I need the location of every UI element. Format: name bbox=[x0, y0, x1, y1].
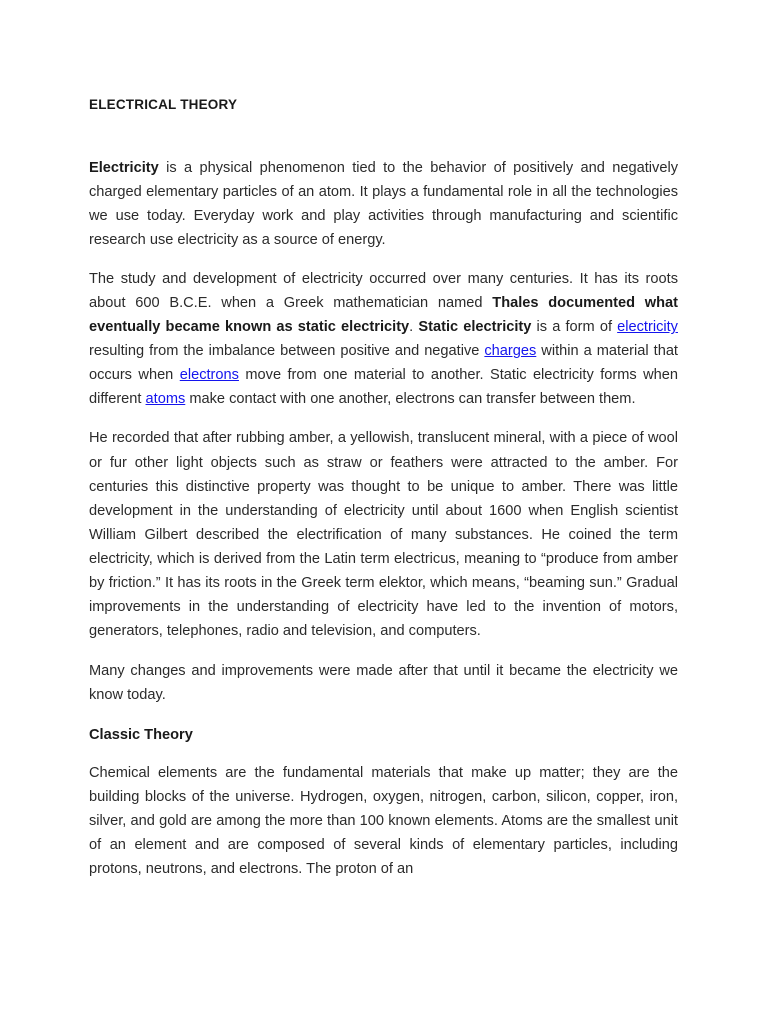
p2-segment-2: . bbox=[409, 319, 419, 336]
link-atoms[interactable]: atoms bbox=[145, 391, 186, 408]
link-charges[interactable]: charges bbox=[484, 343, 537, 360]
p2-segment-7: make contact with one another, electrons can transfer between them. bbox=[185, 391, 636, 408]
paragraph-electricity-definition bbox=[89, 156, 678, 252]
p2-bold-static-electricity: Static electricity bbox=[418, 319, 532, 336]
paragraph-chemical-elements: Chemical elements are the fundamental materials that make up matter; they are the building blocks of the universe. Hydrogen, oxygen, nitrogen, carbon, silicon, copper, iron, silver, and gold are among the more than 100 known elements. Atoms are the smallest unit of an element and are composed of several kinds of elementary particles, including protons, neutrons, and electrons. The proton of an bbox=[89, 764, 678, 877]
paragraph-static-electricity bbox=[89, 267, 678, 412]
page-title: ELECTRICAL THEORY bbox=[89, 97, 238, 112]
paragraph-many-changes: Many changes and improvements were made after that until it became the electricity we know today. bbox=[89, 663, 678, 704]
paragraph-1-body: is a physical phenomenon tied to the behavior of positively and negatively charged elementary particles of an atom. It plays a fundamental role in all the technologies we use today. Everyday work and play activities through manufacturing and scientific research use electricity as a source of energy. bbox=[89, 159, 678, 248]
p2-segment-5: within a material that occurs when bbox=[89, 343, 678, 384]
p2-segment-1: The study and development of electricity occurred over many centuries. It has its roots about 600 B.C.E. when a Greek mathematician named bbox=[89, 270, 678, 312]
link-electricity[interactable]: electricity bbox=[617, 319, 678, 336]
lead-term-electricity: Electricity bbox=[89, 159, 159, 176]
paragraph-amber-history: He recorded that after rubbing amber, a yellowish, translucent mineral, with a piece of wool or fur other light objects such as straw or feathers were attracted to the amber. For centuries this distinctive property was thought to be unique to amber. There was little development in the understanding of electricity until about 1600 when English scientist William Gilbert described the electrification of many substances. He coined the term electricity, which is derived from the Latin term electricus, meaning to “produce from amber by friction.” It has its roots in the Greek term elektor, which means, “beaming sun.” Gradual improvements in the understanding of electricity have led to the invention of motors, generators, telephones, radio and television, and computers. bbox=[89, 430, 678, 640]
p2-segment-6: move from one material to another. Static electricity forms when different bbox=[89, 367, 678, 408]
p2-segment-3: is a form of bbox=[531, 319, 618, 336]
p2-bold-thales: Thales documented what eventually became known as static electricity bbox=[89, 295, 679, 336]
p2-segment-4: resulting from the imbalance between positive and negative bbox=[89, 343, 485, 360]
link-electrons[interactable]: electrons bbox=[179, 367, 239, 384]
section-heading-classic-theory: Classic Theory bbox=[89, 726, 193, 743]
